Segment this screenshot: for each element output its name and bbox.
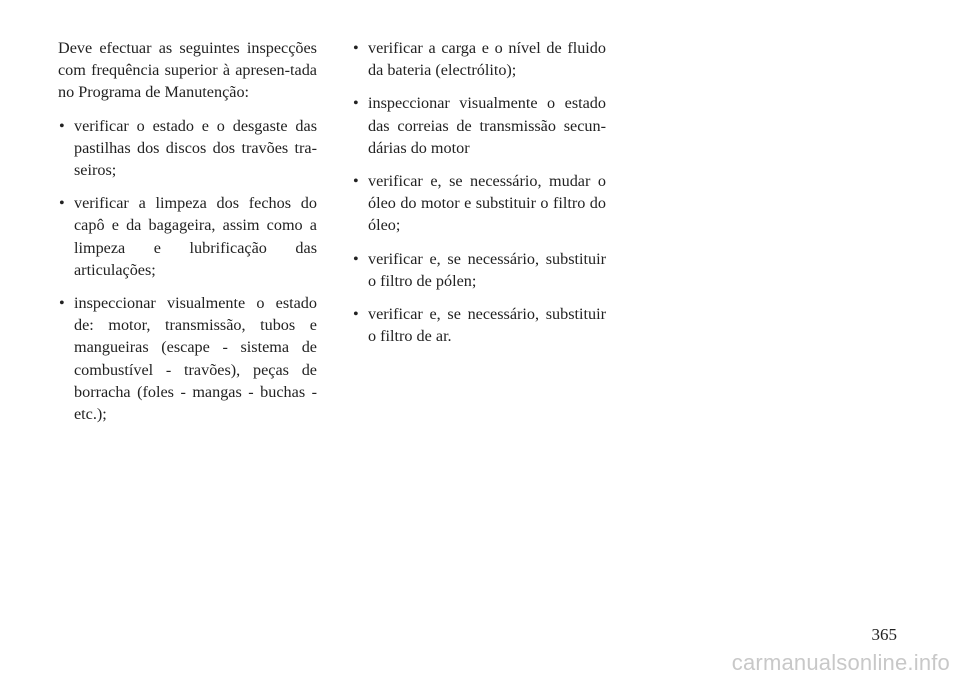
bullet-icon: • <box>353 94 359 113</box>
list-item-text: verificar e, se necessário, substituir o filtro de pólen; <box>368 249 606 290</box>
watermark: carmanualsonline.info <box>731 650 950 675</box>
right-column <box>352 37 606 358</box>
list-item <box>352 37 606 81</box>
list-item <box>58 292 317 425</box>
list-item-text: verificar e, se necessário, mudar o óleo do motor e substituir o filtro do óleo; <box>368 172 606 235</box>
bullet-icon: • <box>353 39 359 57</box>
bullet-icon: • <box>59 194 65 213</box>
right-inspection-list <box>352 37 606 347</box>
left-inspection-list <box>58 115 317 426</box>
list-item-text: verificar a carga e o nível de fluido da bateria (electrólito); <box>368 39 606 80</box>
bullet-icon: • <box>353 172 359 191</box>
list-item <box>58 115 317 182</box>
intro-paragraph: Deve efectuar as seguintes inspecções com frequência superior à apresen-tada no Programa de Manutenção: <box>58 39 317 102</box>
list-item <box>352 92 606 159</box>
left-column <box>58 37 317 436</box>
list-item-text: verificar a limpeza dos fechos do capô e da bagageira, assim como a limpeza e lubrificação das articulações; <box>74 194 317 279</box>
bullet-icon: • <box>353 249 359 268</box>
list-item-text: verificar o estado e o desgaste das pastilhas dos discos dos travões tra-seiros; <box>74 116 317 180</box>
list-item-text: inspeccionar visualmente o estado das correias de transmissão secun-dárias do motor <box>368 94 606 157</box>
list-item <box>352 170 606 237</box>
bullet-icon: • <box>59 116 65 135</box>
list-item <box>58 192 317 281</box>
list-item-text: inspeccionar visualmente o estado de: motor, transmissão, tubos e mangueiras (escape - sistema de combustível - travões), peças de borracha (foles - mangas - buchas - etc.); <box>74 294 317 424</box>
bullet-icon: • <box>353 305 359 324</box>
list-item-text: verificar e, se necessário, substituir o filtro de ar. <box>368 305 606 346</box>
list-item <box>352 303 606 347</box>
bullet-icon: • <box>59 294 65 313</box>
list-item <box>352 248 606 292</box>
page-number: 365 <box>871 625 897 644</box>
